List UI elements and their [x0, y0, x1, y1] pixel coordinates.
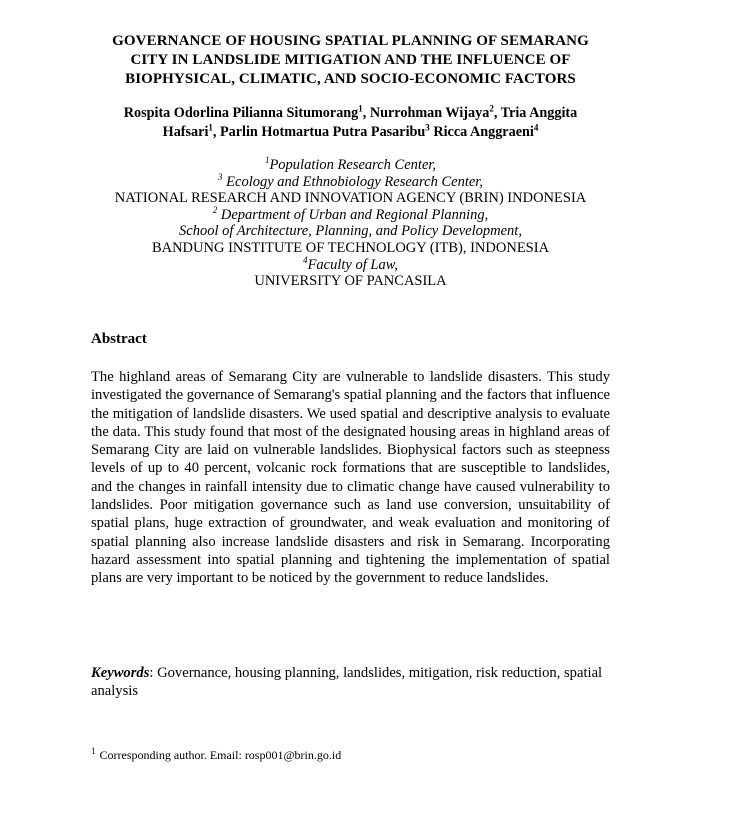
footnote [91, 747, 341, 763]
title-line-1: GOVERNANCE OF HOUSING SPATIAL PLANNING OF SEMARANG [112, 33, 589, 49]
footnote-marker: 1 [91, 746, 96, 756]
affiliation-institution: UNIVERSITY OF PANCASILA [254, 273, 447, 290]
affiliation-institution: BANDUNG INSTITUTE OF TECHNOLOGY (ITB), INDONESIA [151, 239, 550, 256]
affiliation-marker: 1 [264, 155, 270, 166]
affiliation-text: Department of Urban and Regional Planning, [220, 206, 489, 223]
author-name: Hafsari [162, 124, 209, 140]
abstract-heading: Abstract [91, 331, 147, 347]
author-name: Parlin Hotmartua Putra Pasaribu [219, 124, 426, 140]
affiliation-marker: 2 [212, 204, 218, 215]
author-affil-marker: 1 [208, 122, 213, 133]
keywords-label: Keywords [91, 665, 150, 681]
author-affil-marker: 4 [533, 122, 539, 133]
affiliation-institution: NATIONAL RESEARCH AND INNOVATION AGENCY (BRIN) INDONESIA [114, 190, 587, 207]
keywords [91, 664, 610, 701]
author-line-1: Rospita Odorlina Pilianna Situmorang$^1$, Nurrohman Wijaya$^2$, Tria Anggita [123, 103, 578, 121]
author-affil-marker: 3 [425, 122, 430, 133]
affiliations [92, 157, 609, 290]
author-name: Rospita Odorlina Pilianna Situmorang [123, 105, 359, 121]
affiliation-line [92, 254, 609, 274]
author-list [92, 104, 609, 142]
affiliation-line [92, 171, 609, 191]
affiliation-marker: 3 [218, 171, 223, 182]
affiliation-text: Population Research Center, [269, 157, 437, 173]
affiliation-text: School of Architecture, Planning, and Policy Development, [179, 223, 522, 240]
author-name: Tria Anggita [500, 105, 578, 121]
author-line-2: Hafsari$^1$, Parlin Hotmartua Putra Pasaribu$^3$ Ricca Anggraeni$^4$ [162, 122, 539, 140]
author-affil-marker: 2 [489, 103, 494, 114]
affiliation-line [92, 204, 609, 224]
author-name: Nurrohman Wijaya [369, 105, 490, 121]
title-line-3: BIOPHYSICAL, CLIMATIC, AND SOCIO-ECONOMIC FACTORS [125, 71, 576, 87]
footnote-text: Corresponding author. Email: rosp001@brin.go.id [99, 748, 342, 762]
abstract-body: The highland areas of Semarang City are vulnerable to landslide disasters. This study investigated the governance of Semarang's spatial planning and the factors that influence the mitigation of landslide disasters. We used spatial and descriptive analysis to evaluate the data. This study found that most of the designated housing areas in highland areas of Semarang City are laid on vulnerable landslides. Biophysical factors such as steepness levels of up to 40 percent, volcanic rock formations that are susceptible to landslides, and the changes in rainfall intensity due to climatic change have caused vulnerability to landslides. Poor mitigation governance such as land use conversion, unsuitability of spatial plans, huge extraction of groundwater, and weak evaluation and monitoring of spatial planning also increase landslide disasters and risk in Semarang. Incorporating hazard assessment into spatial planning and tightening the implementation of spatial plans are very important to be noticed by the government to reduce landslides. [91, 369, 610, 587]
paper-title [88, 32, 613, 89]
title-line-2: CITY IN LANDSLIDE MITIGATION AND THE INFLUENCE OF [130, 52, 571, 68]
affiliation-line [92, 157, 609, 174]
affiliation-text: Ecology and Ethnobiology Research Center, [226, 173, 483, 190]
affiliation-text: Faculty of Law, [307, 256, 398, 273]
keywords-text: : Governance, housing planning, landslides, mitigation, risk reduction, spatial analysis [91, 665, 603, 700]
affiliation-marker: 4 [303, 254, 308, 265]
author-name: Ricca Anggraeni [433, 124, 534, 140]
author-affil-marker: 1 [358, 103, 363, 114]
